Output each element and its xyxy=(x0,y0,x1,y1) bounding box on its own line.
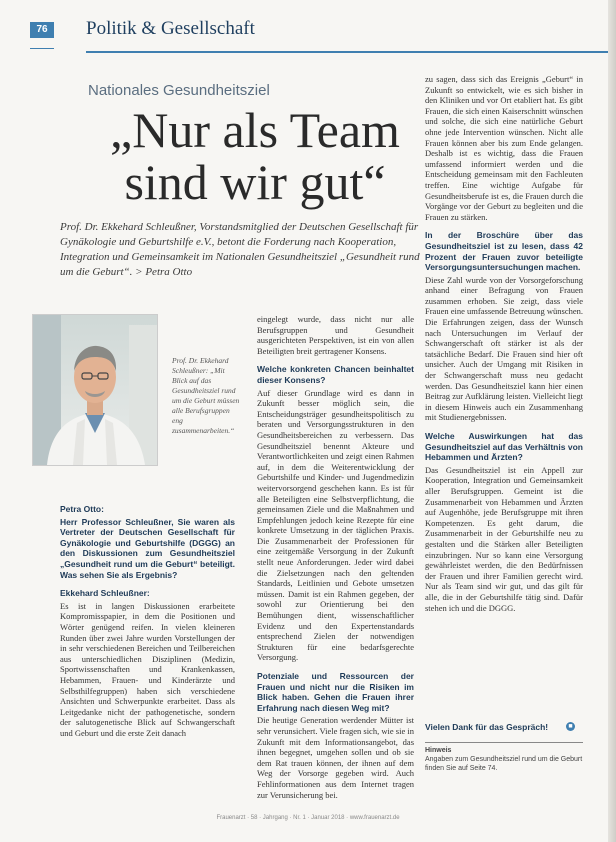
photo-caption: Prof. Dr. Ekkehard Schleußner: „Mit Blick auf das Gesundheitsziel rund um die Geburt müssen alle Berufsgruppen eng zusammenarbeiten.“ xyxy=(172,356,240,435)
article-lead: Prof. Dr. Ekkehard Schleußner, Vorstandsmitglied der Deutschen Gesellschaft für Gynäkologie und Geburtshilfe e.V., betont die Forderung nach Kooperation, Integration und Gemeinsamkeit im Nationalen Gesundheitsziel „Gesundheit rund um die Geburt“. > Petra Otto xyxy=(60,221,420,278)
column-1 xyxy=(60,496,235,741)
column-3 xyxy=(425,74,583,616)
note-title: Hinweis xyxy=(425,747,452,754)
answer-2: Auf dieser Grundlage wird es dann in Zukunft besser möglich sein, die Entscheidungsträger gesundheitspolitisch zu beraten und Versorgungsstrukturen in den Gesundheitsbereichen zu verbessern. Das Gesundheitsziel benennt Akteure und Verantwortlichkeiten und zeigt einen Rahmen auf, in dem die Weiterentwicklung der Geburtshilfe und Kinder- und Jugendmedizin weitervorsorgend geschehen kann. Es ist für alle Beteiligten eine Selbstverpflichtung, die gemeinsamen Ziele und die Maßnahmen und Empfehlungen jedoch keine Rezepte für eine konkrete Umsetzung in der täglichen Praxis. Die Zusammenarbeit der Professionen für eine zeitgemäße Versorgung in der Zukunft stellt neue Anforderungen. Jeder wird dabei die Zielsetzungen nach den geltenden Standards, Leitlinien und Gebote umsetzen müssen. Damit ist ein Rahmen gegeben, der sowohl zur Orientierung bei den Bemühungen dient, wissenschaftlicher Evidenz und den Expertenstandards entsprechend Zielen der notwendigen Strukturen für eine bedarfsgerechte Versorgung. xyxy=(257,387,414,663)
end-mark-icon: ■ xyxy=(566,722,575,731)
speaker-interviewer: Petra Otto: xyxy=(60,504,104,514)
header-rule xyxy=(86,51,616,53)
header-rule-left xyxy=(30,48,54,49)
page-binding-shadow xyxy=(608,0,616,842)
article-title xyxy=(85,104,425,208)
answer-3-continued: zu sagen, dass sich das Ereignis „Geburt“ in Zukunft so entwickelt, wie es sich bisher in den Kliniken und vor Ort etabliert hat. Es gibt Frauen, die sich einen Kaiserschnitt wünschen und solche, die sich eine natürliche Geburt ohne jede Intervention wünschen. Nicht alle Frauen können aber bis zum Ende gelangen. Deshalb ist es wichtig, dass die Frauen umfassend informiert werden und die Entscheidung gemeinsam mit den Fachleuten treffen. Eine wichtige Aufgabe für Gesundheitsberufe ist es, die Frauen durch die Vorgänge vor der Geburt zu begleiten und die Frauen zu stärken. xyxy=(425,74,583,222)
note-text: Angaben zum Gesundheitsziel rund um die Geburt finden Sie auf Seite 74. xyxy=(425,756,583,772)
portrait-illustration xyxy=(33,315,157,465)
title-line-2: sind wir gut“ xyxy=(124,154,386,210)
speaker-interviewee: Ekkehard Schleußner: xyxy=(60,588,150,599)
question-5: Welche Auswirkungen hat das Gesundheitsziel auf das Verhältnis von Hebammen und Ärzten? xyxy=(425,431,583,463)
note-box xyxy=(425,746,583,773)
page-header xyxy=(30,18,590,48)
question-2: Welche konkreten Chancen beinhaltet dieser Konsens? xyxy=(257,364,414,385)
page-number: 76 xyxy=(30,22,54,38)
portrait-photo xyxy=(32,314,158,466)
section-title: Politik & Gesellschaft xyxy=(86,18,255,39)
answer-5: Das Gesundheitsziel ist ein Appell zur Kooperation, Integration und Gemeinsamkeit aller Berufsgruppen. Gemeint ist die Zusammenarbeit von Hebammen und Ärzten auf Augenhöhe, jede Berufsgruppe mit ihren Kompetenzen. Es geht darum, die Zusammenarbeit in der Geburtshilfe neu zu gestalten und die Stärken aller Beteiligten einzubringen. Nur so kann eine Versorgung gewährleistet werden, die den Bedürfnissen der Frauen und ihrer Familien gerecht wird. Nur als Team sind wir gut, und das gilt für alle, die in der Geburtshilfe tätig sind. Dafür stehen ich und die DGGG. xyxy=(425,464,583,613)
answer-4: Diese Zahl wurde von der Vorsorgeforschung anhand einer Befragung von Frauen zusammen erhoben. Sie zeigt, dass viele Frauen eine umfassende Betreuung wünschen. Die Erfahrungen zeigen, dass der Wunsch nach Untersuchungen im Verlauf der Schwangerschaft oft stärker ist als der tatsächliche Bedarf. Die Frauen sind hier oft unsicher. Auch der Umgang mit Risiken in der Schwangerschaft muss neu gedacht werden. Das Gesundheitsziel kann hier einen Beitrag zur Aufklärung leisten. Vielleicht liegt in diesem Hinweis auch ein Zusammenhang mit Studienergebnissen. xyxy=(425,274,583,423)
column-2 xyxy=(257,314,414,803)
page-footer: Frauenarzt · 58 · Jahrgang · Nr. 1 · Januar 2018 · www.frauenarzt.de xyxy=(216,815,400,821)
article-kicker: Nationales Gesundheitsziel xyxy=(88,82,270,99)
note-divider xyxy=(425,742,583,743)
answer-1: Es ist in langen Diskussionen erarbeitete Kompromisspapier, in dem die Positionen und Wörter genügend reifen. In vielen kleineren Runden über zwei Jahre wurden Vorstellungen der in sehr verschiedenen Bereichen und Teilbereichen aus unterschiedlichen Disziplinen (Medizin, Sportwissenschaften und Krankenkassen, Hebammen, Frauen- und Kinderärzte und Selbsthilfegruppen) haben sich verschiedene Ansichten und Schwerpunkte erarbeitet. Dass als Leitgedanke nicht der pathogenetische, sondern der salutogenetische Blick auf Schwangerschaft und Geburt und die erste Zeit danach xyxy=(60,600,235,738)
question-4: In der Broschüre über das Gesundheitsziel ist zu lesen, dass 42 Prozent der Frauen zuvor beteiligte Versorgungsuntersuchungen machen. xyxy=(425,230,583,273)
answer-3: Die heutige Generation werdender Mütter ist sehr verunsichert. Viele fragen sich, wie sie in Zukunft mit dem Informationsangebot, das ihnen begegnet, umgehen sollen und ob sie dem Rat trauen können, der ihnen auf dem Weg der Vorsorge gegeben wird. Auch Fehlinformationen aus dem Internet tragen zur Verunsicherung bei. xyxy=(257,715,414,800)
title-line-1: „Nur als Team xyxy=(110,102,400,158)
answer-1-continued: eingelegt wurde, dass nicht nur alle Berufsgruppen und Gesundheit ausgerichteten Perspektiven, ist ein von allen Beteiligten breit gertragener Konsens. xyxy=(257,314,414,356)
closing-thanks: Vielen Dank für das Gespräch! xyxy=(425,722,549,732)
question-3: Potenziale und Ressourcen der Frauen und nicht nur die Risiken im Blick haben. Gehen die Frauen ihrer Erfahrung nach diesen Weg mit? xyxy=(257,671,414,713)
question-1: Herr Professor Schleußner, Sie waren als Vertreter der Deutschen Gesellschaft für Gynäkologie und Geburtshilfe (DGGG) an den Diskussionen zum Gesundheitsziel „Gesundheit rund um die Geburt“ beteiligt. Was sehen Sie als Ergebnis? xyxy=(60,516,235,580)
